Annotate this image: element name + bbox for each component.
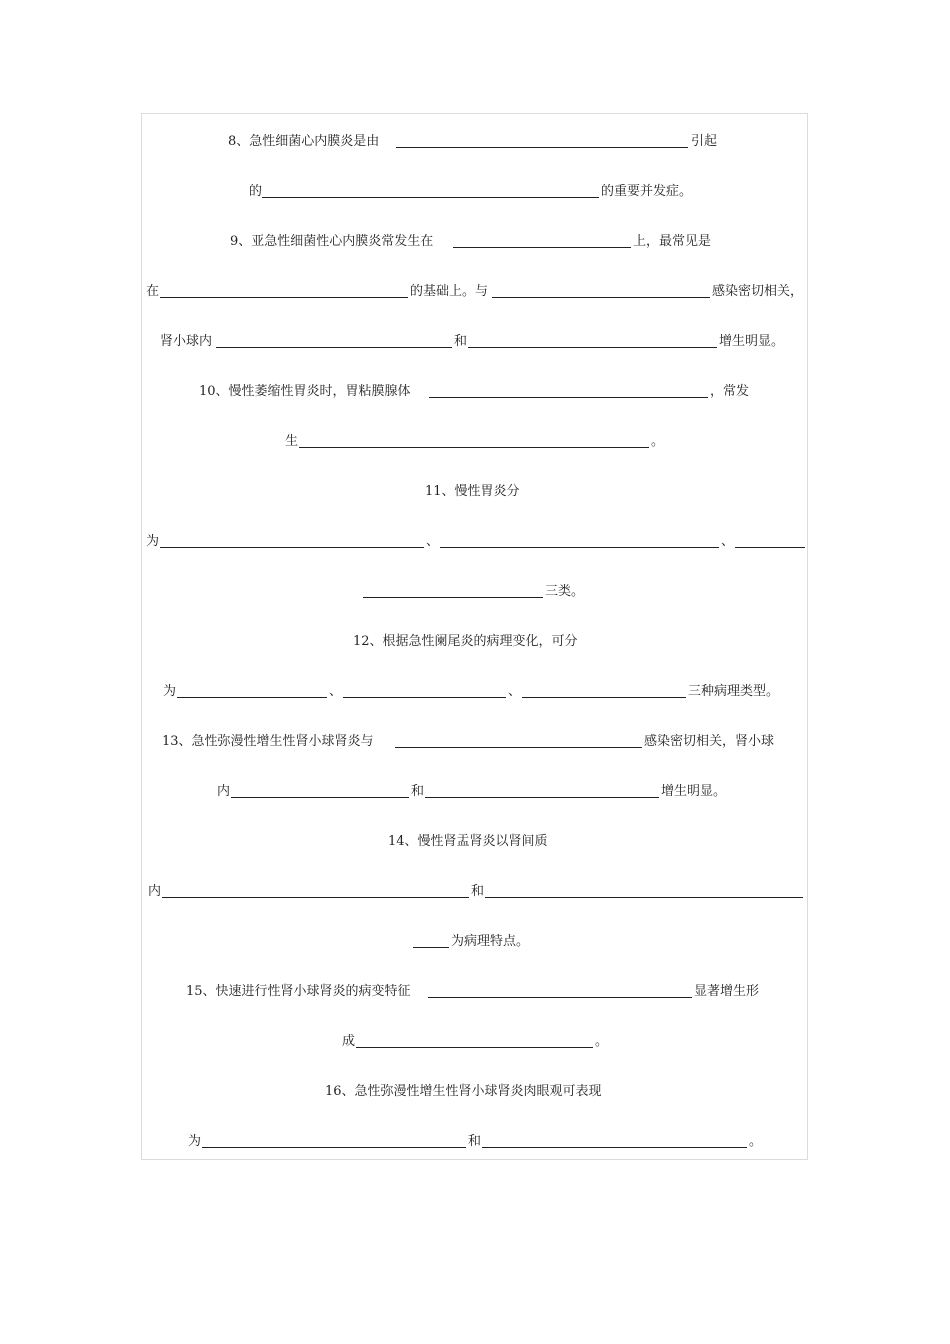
q16-blank-2[interactable] xyxy=(482,1147,747,1148)
q12-text-b: 为 xyxy=(163,684,177,699)
q8-text-d: 的重要并发症。 xyxy=(601,184,693,199)
q14-blank-1[interactable] xyxy=(162,897,469,898)
q8-blank-1[interactable] xyxy=(396,147,688,148)
q11-text-a: 11、慢性胃炎分 xyxy=(425,484,520,499)
q13-text-c: 内 xyxy=(217,784,231,799)
q10-blank-1[interactable] xyxy=(429,397,708,398)
q9-text-c: 在 xyxy=(146,284,160,299)
q14-text-b: 内 xyxy=(148,884,162,899)
q11-text-d: 、 xyxy=(721,534,735,549)
q12-blank-2[interactable] xyxy=(343,697,506,698)
q13-blank-1[interactable] xyxy=(395,747,642,748)
q13-blank-2[interactable] xyxy=(231,797,409,798)
q9-blank-5[interactable] xyxy=(468,347,717,348)
q9-text-g: 和 xyxy=(454,334,468,349)
q9-blank-1[interactable] xyxy=(453,247,631,248)
q12-text-e: 三种病理类型。 xyxy=(688,684,780,699)
q9-text-d: 的基础上。与 xyxy=(410,284,489,299)
q9-blank-2[interactable] xyxy=(160,297,408,298)
q12-blank-1[interactable] xyxy=(177,697,327,698)
q13-text-e: 增生明显。 xyxy=(661,784,727,799)
q9-text-b: 上，最常见是 xyxy=(633,234,712,249)
q14-text-c: 和 xyxy=(471,884,485,899)
q13-text-d: 和 xyxy=(411,784,425,799)
q9-text-e: 感染密切相关， xyxy=(712,284,804,299)
q13-text-b: 感染密切相关，肾小球 xyxy=(644,734,775,749)
q15-blank-2[interactable] xyxy=(356,1047,593,1048)
q10-text-c: 生 xyxy=(285,434,299,449)
q9-blank-4[interactable] xyxy=(216,347,452,348)
q16-blank-1[interactable] xyxy=(202,1147,466,1148)
q11-text-b: 为 xyxy=(146,534,160,549)
q8-text-c: 的 xyxy=(249,184,263,199)
q15-text-c: 成 xyxy=(342,1034,356,1049)
q8-text-b: 引起 xyxy=(691,134,718,149)
q10-text-b: ，常发 xyxy=(710,384,750,399)
q10-blank-2[interactable] xyxy=(299,447,649,448)
q15-blank-1[interactable] xyxy=(428,997,692,998)
q9-text-h: 增生明显。 xyxy=(719,334,785,349)
q11-blank-1[interactable] xyxy=(160,547,424,548)
q14-blank-2b[interactable] xyxy=(413,947,449,948)
q12-blank-3[interactable] xyxy=(522,697,686,698)
q13-text-a: 13、急性弥漫性增生性肾小球肾炎与 xyxy=(162,734,374,749)
q15-text-b: 显著增生形 xyxy=(694,984,760,999)
q11-blank-2[interactable] xyxy=(440,547,719,548)
q11-blank-3b[interactable] xyxy=(363,597,543,598)
q9-blank-3[interactable] xyxy=(492,297,710,298)
q12-text-d: 、 xyxy=(508,684,522,699)
q16-text-d: 。 xyxy=(749,1134,763,1149)
q16-text-c: 和 xyxy=(468,1134,482,1149)
q9-text-a: 9、亚急性细菌性心内膜炎常发生在 xyxy=(230,234,434,249)
q10-text-a: 10、慢性萎缩性胃炎时，胃粘膜腺体 xyxy=(199,384,411,399)
q9-text-f: 肾小球内 xyxy=(160,334,213,349)
q8-blank-2[interactable] xyxy=(262,197,599,198)
q12-text-a: 12、根据急性阑尾炎的病理变化，可分 xyxy=(353,634,578,649)
q14-blank-2a[interactable] xyxy=(485,897,803,898)
q11-text-e: 三类。 xyxy=(545,584,585,599)
q14-text-a: 14、慢性肾盂肾炎以肾间质 xyxy=(388,834,548,849)
q8-text-a: 8、急性细菌心内膜炎是由 xyxy=(228,134,380,149)
q11-blank-3a[interactable] xyxy=(735,547,805,548)
q14-text-d: 为病理特点。 xyxy=(451,934,530,949)
q10-text-d: 。 xyxy=(651,434,665,449)
q15-text-d: 。 xyxy=(595,1034,609,1049)
q16-text-b: 为 xyxy=(188,1134,202,1149)
q15-text-a: 15、快速进行性肾小球肾炎的病变特征 xyxy=(186,984,411,999)
q16-text-a: 16、急性弥漫性增生性肾小球肾炎肉眼观可表现 xyxy=(325,1084,602,1099)
q13-blank-3[interactable] xyxy=(425,797,659,798)
q12-text-c: 、 xyxy=(329,684,343,699)
q11-text-c: 、 xyxy=(426,534,440,549)
